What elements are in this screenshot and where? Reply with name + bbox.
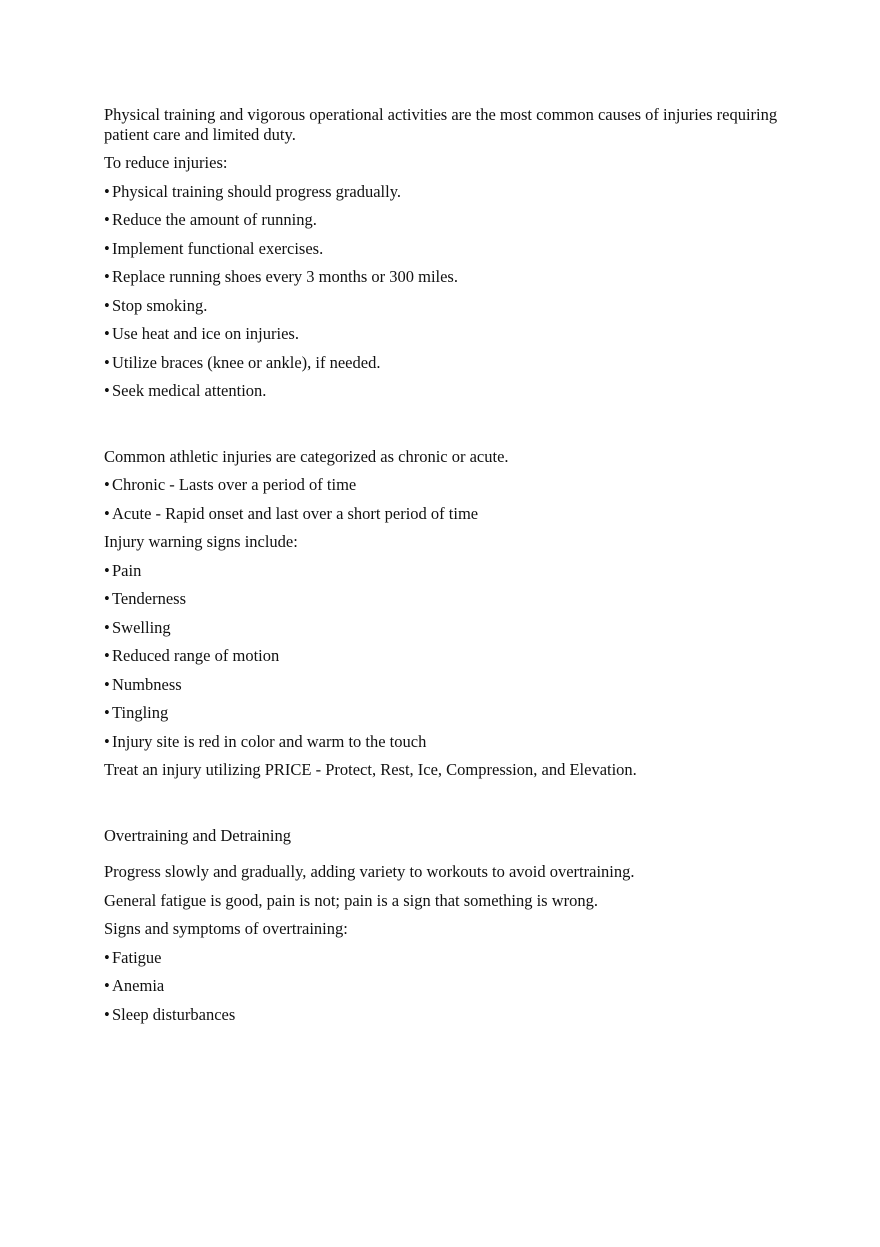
heading-spacer xyxy=(104,850,784,858)
warning-signs-lead: Injury warning signs include: xyxy=(104,532,298,551)
list-item: • Utilize braces (knee or ankle), if needed. xyxy=(104,349,784,378)
document-body xyxy=(104,105,784,1029)
list-item: • Implement functional exercises. xyxy=(104,235,784,264)
list-item: • Pain xyxy=(104,557,784,586)
overtraining-line: Progress slowly and gradually, adding variety to workouts to avoid overtraining. xyxy=(104,862,635,881)
list-item: • Physical training should progress gradually. xyxy=(104,178,784,207)
section-heading: Overtraining and Detraining xyxy=(104,825,291,845)
price-treatment-line: Treat an injury utilizing PRICE - Protect, Rest, Ice, Compression, and Elevation. xyxy=(104,760,637,779)
section-spacer xyxy=(104,406,784,443)
list-item: • Reduce the amount of running. xyxy=(104,206,784,235)
list-item: • Numbness xyxy=(104,671,784,700)
list-item: • Sleep disturbances xyxy=(104,1001,784,1030)
list-item: • Acute - Rapid onset and last over a short period of time xyxy=(104,500,784,529)
reduce-injuries-lead: To reduce injuries: xyxy=(104,153,228,172)
list-item: • Tingling xyxy=(104,699,784,728)
list-item: • Swelling xyxy=(104,614,784,643)
list-item: • Use heat and ice on injuries. xyxy=(104,320,784,349)
list-item: • Seek medical attention. xyxy=(104,377,784,406)
list-item: • Fatigue xyxy=(104,944,784,973)
overtraining-line: Signs and symptoms of overtraining: xyxy=(104,919,348,938)
overtraining-line: General fatigue is good, pain is not; pain is a sign that something is wrong. xyxy=(104,890,599,910)
list-item: • Tenderness xyxy=(104,585,784,614)
injury-categories-intro: Common athletic injuries are categorized as chronic or acute. xyxy=(104,446,509,466)
list-item: • Reduced range of motion xyxy=(104,642,784,671)
injury-causes-paragraph: Physical training and vigorous operational activities are the most common causes of injuries requiring patient care and limited duty. xyxy=(104,105,778,144)
list-item: • Replace running shoes every 3 months or 300 miles. xyxy=(104,263,784,292)
list-item: • Anemia xyxy=(104,972,784,1001)
list-item: • Chronic - Lasts over a period of time xyxy=(104,471,784,500)
section-spacer xyxy=(104,785,784,822)
list-item: • Injury site is red in color and warm to the touch xyxy=(104,728,784,757)
list-item: • Stop smoking. xyxy=(104,292,784,321)
